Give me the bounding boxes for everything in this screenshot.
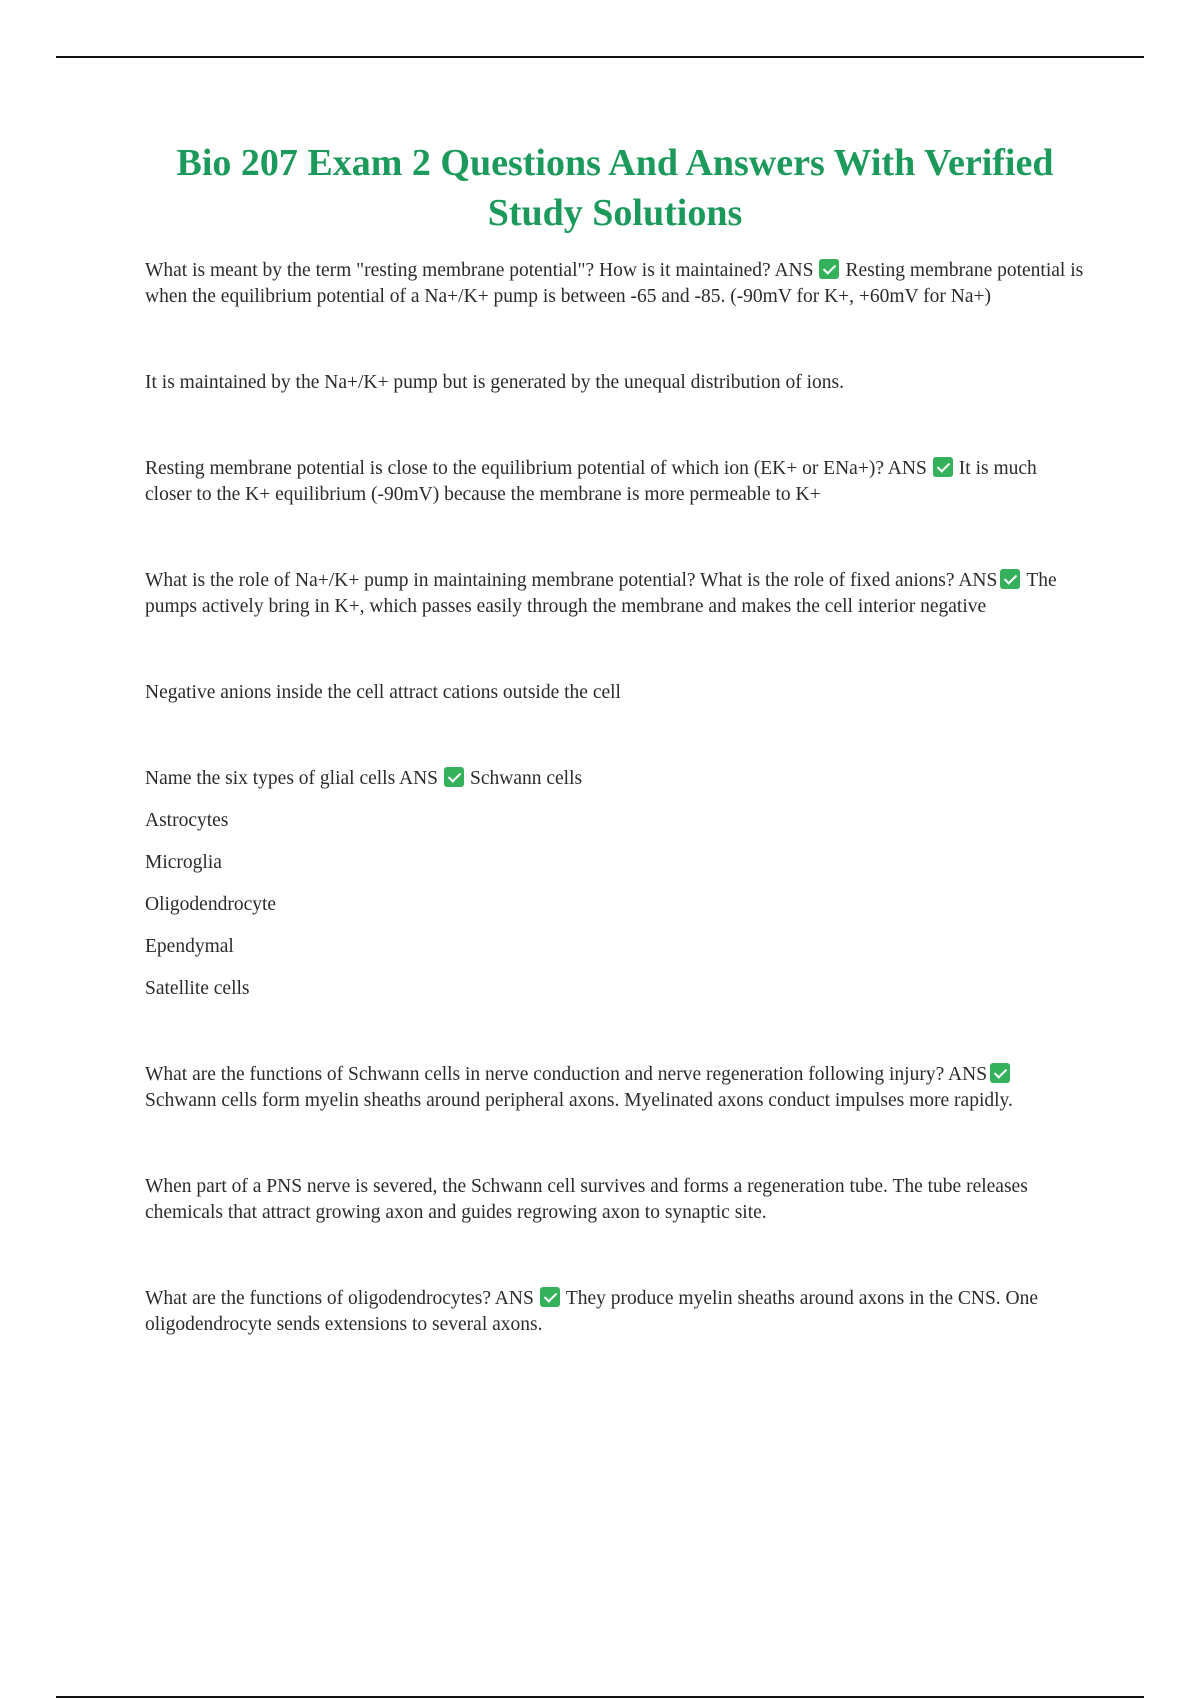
question-text: Resting membrane potential is close to the equilibrium potential of which ion (EK+ or ENa+)? ANS bbox=[145, 458, 927, 479]
check-mark-icon bbox=[990, 1063, 1010, 1083]
top-rule bbox=[56, 56, 1144, 58]
qa-item-2 bbox=[145, 456, 1085, 508]
qa-item-6 bbox=[145, 1286, 1085, 1338]
check-mark-icon bbox=[933, 457, 953, 477]
answer-continuation: Negative anions inside the cell attract cations outside the cell bbox=[145, 682, 621, 703]
list-item: Astrocytes bbox=[145, 810, 229, 831]
answer-text: Schwann cells bbox=[470, 768, 583, 789]
list-item: Microglia bbox=[145, 852, 222, 873]
bottom-rule bbox=[56, 1696, 1144, 1698]
check-mark-icon bbox=[819, 259, 839, 279]
question-text: What are the functions of Schwann cells in nerve conduction and nerve regeneration following injury? ANS bbox=[145, 1064, 988, 1085]
qa-item-5 bbox=[145, 1062, 1085, 1114]
answer-text: The pumps actively bring in K+, which passes easily through the membrane and makes the cell interior negative bbox=[145, 570, 1057, 617]
answer-text: It is much closer to the K+ equilibrium (-90mV) because the membrane is more permeable to K+ bbox=[145, 458, 1037, 505]
qa-item-4 bbox=[145, 766, 1085, 792]
answer-continuation: It is maintained by the Na+/K+ pump but is generated by the unequal distribution of ions. bbox=[145, 372, 844, 393]
answer-text: Resting membrane potential is when the equilibrium potential of a Na+/K+ pump is between -65 and -85. (-90mV for K+, +60mV for Na+) bbox=[145, 260, 1084, 307]
question-text: What is meant by the term "resting membrane potential"? How is it maintained? ANS bbox=[145, 260, 814, 281]
question-text: What is the role of Na+/K+ pump in maintaining membrane potential? What is the role of fixed anions? ANS bbox=[145, 570, 998, 591]
question-text: Name the six types of glial cells ANS bbox=[145, 768, 438, 789]
answer-text: Schwann cells form myelin sheaths around peripheral axons. Myelinated axons conduct impulses more rapidly. bbox=[145, 1090, 1013, 1111]
document-body bbox=[145, 138, 1085, 1338]
check-mark-icon bbox=[540, 1287, 560, 1307]
question-text: What are the functions of oligodendrocytes? ANS bbox=[145, 1288, 534, 1309]
answer-continuation: When part of a PNS nerve is severed, the Schwann cell survives and forms a regeneration tube. The tube releases chemicals that attract growing axon and guides regrowing axon to synaptic site. bbox=[145, 1176, 1028, 1223]
qa-item-1 bbox=[145, 258, 1085, 310]
qa-item-3 bbox=[145, 568, 1085, 620]
list-item: Ependymal bbox=[145, 936, 234, 957]
list-item: Oligodendrocyte bbox=[145, 894, 277, 915]
check-mark-icon bbox=[444, 767, 464, 787]
list-item: Satellite cells bbox=[145, 978, 250, 999]
check-mark-icon bbox=[1000, 569, 1020, 589]
document-title: Bio 207 Exam 2 Questions And Answers With Verified Study Solutions bbox=[176, 142, 1054, 234]
answer-text: They produce myelin sheaths around axons in the CNS. One oligodendrocyte sends extensions to several axons. bbox=[145, 1288, 1039, 1335]
